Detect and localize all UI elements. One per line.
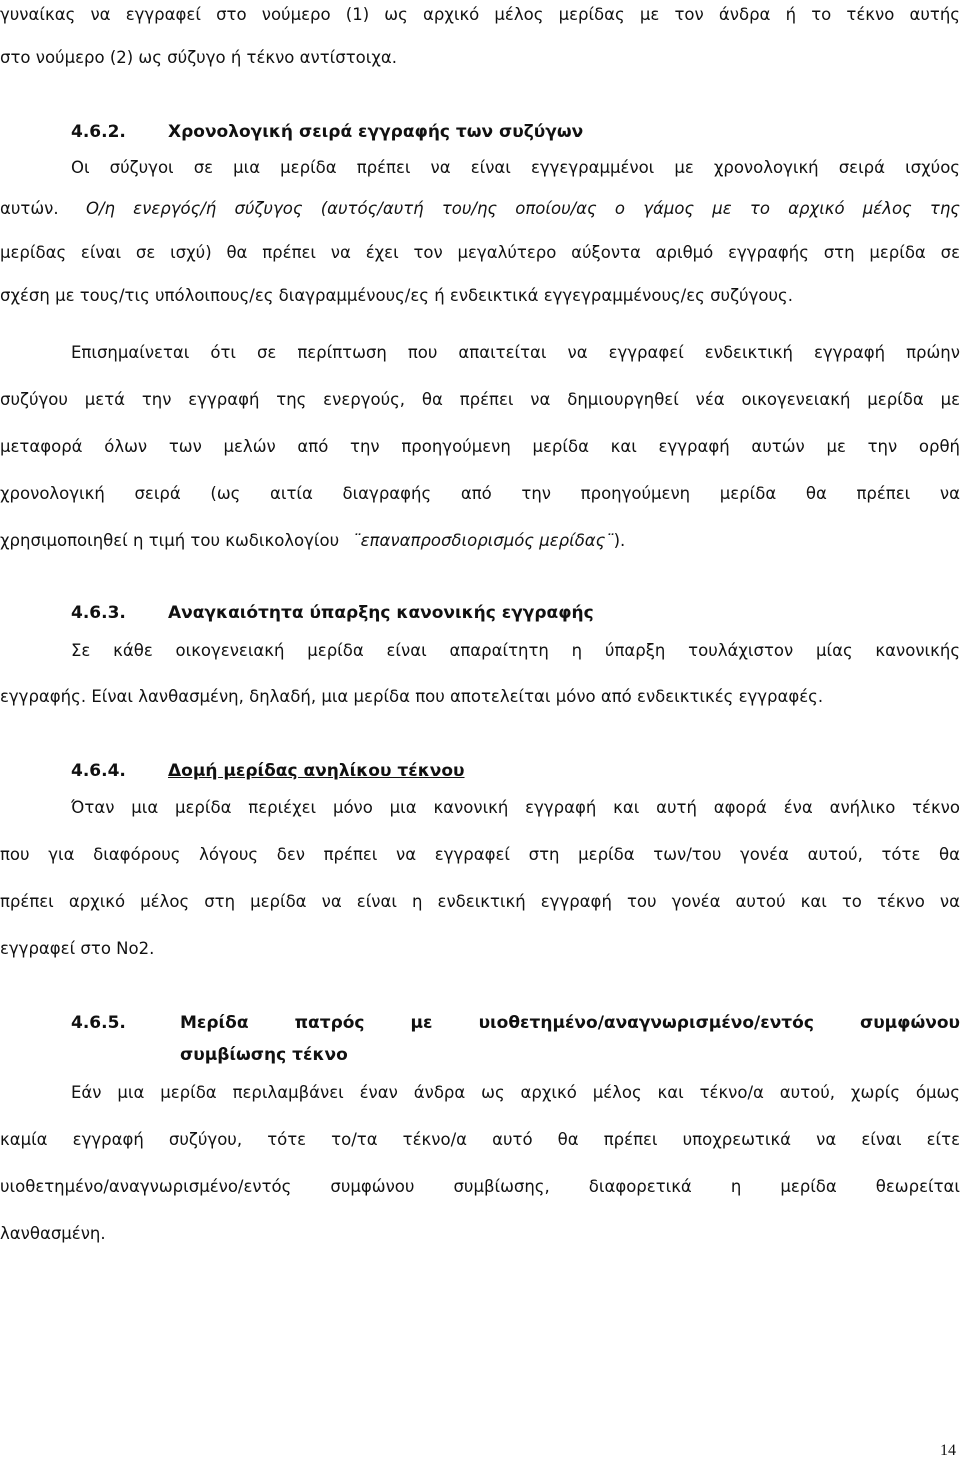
paragraph-line: πρέπει αρχικό μέλος στη μερίδα να είναι η ενδεικτική εγγραφή του γονέα αυτού και το τέκνο να bbox=[0, 892, 960, 911]
intro-line-2: στο νούμερο (2) ως σύζυγο ή τέκνο αντίστοιχα. bbox=[0, 48, 397, 67]
page-number: 14 bbox=[940, 1442, 956, 1459]
section-title: Χρονολογική σειρά εγγραφής των συζύγων bbox=[168, 122, 584, 142]
paragraph-text: χρησιμοποιηθεί η τιμή του κωδικολογίου bbox=[0, 531, 340, 550]
code-value-italic: ¨επαναπροσδιορισμός μερίδας¨ bbox=[352, 531, 614, 550]
paragraph-line: μεταφορά όλων των μελών από την προηγούμενη μερίδα και εγγραφή αυτών με την ορθή bbox=[0, 437, 960, 456]
paragraph-line: Επισημαίνεται ότι σε περίπτωση που απαιτείται να εγγραφεί ενδεικτική εγγραφή πρώην bbox=[71, 343, 960, 362]
paragraph-line: συζύγου μετά την εγγραφή της ενεργούς, θα πρέπει να δημιουργηθεί νέα οικογενειακή μερίδα με bbox=[0, 390, 960, 409]
paragraph-line: Σε κάθε οικογενειακή μερίδα είναι απαραίτητη η ύπαρξη τουλάχιστον μίας κανονικής bbox=[71, 641, 960, 660]
paragraph-line: καμία εγγραφή συζύγου, τότε το/τα τέκνο/α αυτό θα πρέπει υποχρεωτικά να είναι είτε bbox=[0, 1130, 960, 1149]
section-title: Δομή μερίδας ανηλίκου τέκνου bbox=[168, 761, 465, 781]
paragraph-line: χρονολογική σειρά (ως αιτία διαγραφής από την προηγούμενη μερίδα θα πρέπει να bbox=[0, 484, 960, 503]
paragraph-line-composite bbox=[0, 530, 960, 552]
paragraph-text: αυτών. bbox=[0, 199, 59, 218]
section-number: 4.6.3. bbox=[71, 603, 126, 623]
paragraph-text: ). bbox=[613, 531, 626, 550]
paragraph-line: λανθασμένη. bbox=[0, 1224, 106, 1243]
paragraph-text: Ο/η ενεργός/ή σύζυγος (αυτός/αυτή του/ης οποίου/ας ο γάμος με το αρχικό μέλος της bbox=[86, 199, 960, 218]
paragraph-line: που για διαφόρους λόγους δεν πρέπει να εγγραφεί στη μερίδα των/του γονέα αυτού, τότε θα bbox=[0, 845, 960, 864]
paragraph-line: εγγραφεί στο Νο2. bbox=[0, 939, 155, 958]
paragraph-line-composite bbox=[0, 198, 960, 220]
paragraph-line: Εάν μια μερίδα περιλαμβάνει έναν άνδρα ως αρχικό μέλος και τέκνο/α αυτού, χωρίς όμως bbox=[71, 1083, 960, 1102]
section-title-line-2: συμβίωσης τέκνο bbox=[180, 1045, 348, 1065]
section-number: 4.6.5. bbox=[71, 1013, 126, 1033]
section-number: 4.6.4. bbox=[71, 761, 126, 781]
paragraph-line: υιοθετημένο/αναγνωρισμένο/εντός συμφώνου συμβίωσης, διαφορετικά η μερίδα θεωρείται bbox=[0, 1177, 960, 1196]
paragraph-line: Οι σύζυγοι σε μια μερίδα πρέπει να είναι εγγεγραμμένοι με χρονολογική σειρά ισχύος bbox=[71, 158, 960, 177]
intro-line-1: γυναίκας να εγγραφεί στο νούμερο (1) ως αρχικό μέλος μερίδας με τον άνδρα ή το τέκνο αυτής bbox=[0, 5, 960, 24]
section-title: Αναγκαιότητα ύπαρξης κανονικής εγγραφής bbox=[168, 603, 594, 623]
paragraph-line: μερίδας είναι σε ισχύ) θα πρέπει να έχει τον μεγαλύτερο αύξοντα αριθμό εγγραφής στη μερίδα σε bbox=[0, 243, 960, 262]
paragraph-line: εγγραφής. Είναι λανθασμένη, δηλαδή, μια μερίδα που αποτελείται μόνο από ενδεικτικές εγγραφές. bbox=[0, 687, 824, 706]
section-title-line-1: Μερίδα πατρός με υιοθετημένο/αναγνωρισμένο/εντός συμφώνου bbox=[180, 1013, 960, 1033]
paragraph-line: σχέση με τους/τις υπόλοιπους/ες διαγραμμένους/ες ή ενδεικτικά εγγεγραμμένους/ες συζύγους. bbox=[0, 286, 793, 305]
paragraph-line: Όταν μια μερίδα περιέχει μόνο μια κανονική εγγραφή και αυτή αφορά ένα ανήλικο τέκνο bbox=[71, 798, 960, 817]
section-number: 4.6.2. bbox=[71, 122, 126, 142]
